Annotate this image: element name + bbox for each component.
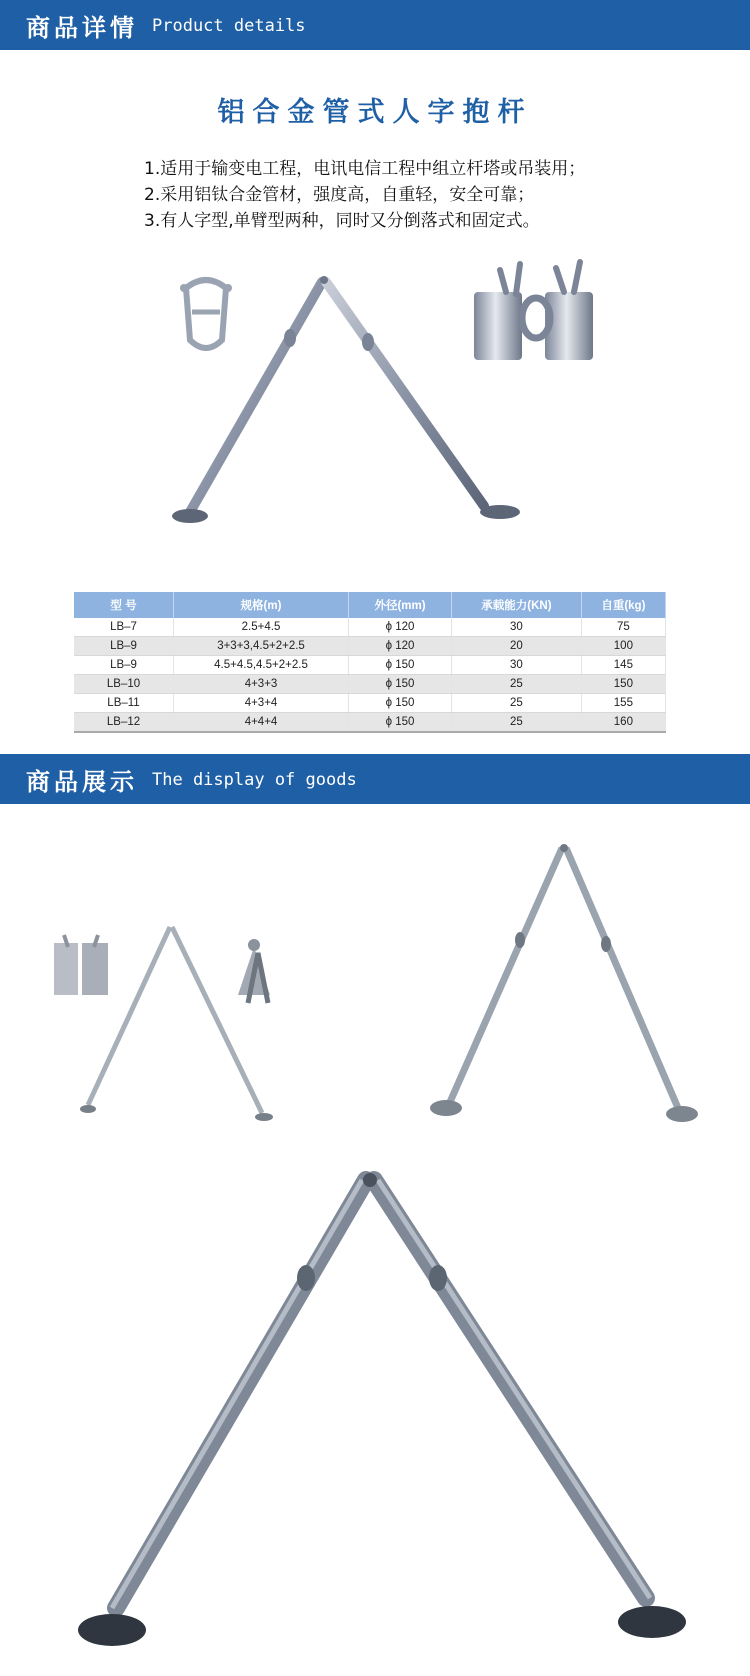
feature-list — [144, 156, 585, 234]
table-row — [74, 656, 666, 675]
bracket-photo-left — [54, 935, 108, 995]
cell-model: LB–12 — [74, 713, 174, 733]
table-row — [74, 694, 666, 713]
feature-item: 1.适用于输变电工程，电讯电信工程中组立杆塔或吊装用； — [144, 159, 586, 179]
col-header-diameter: 外径(mm) — [349, 592, 452, 618]
a-frame-pole-photo-small — [80, 927, 273, 1121]
cell-diameter: ϕ 150 — [349, 656, 452, 675]
section-title-en: Product details — [152, 16, 306, 36]
cell-weight: 100 — [581, 637, 665, 656]
cell-diameter: ϕ 120 — [349, 618, 452, 637]
cell-spec: 4+3+3 — [174, 675, 349, 694]
cell-model: LB–9 — [74, 637, 174, 656]
cell-diameter: ϕ 150 — [349, 694, 452, 713]
cell-capacity: 20 — [452, 637, 582, 656]
cell-spec: 4+4+4 — [174, 713, 349, 733]
product-figure — [0, 250, 750, 570]
cell-spec: 4.5+4.5,4.5+2+2.5 — [174, 656, 349, 675]
cell-capacity: 25 — [452, 694, 582, 713]
section-header-product-details — [0, 0, 750, 50]
cell-spec: 4+3+4 — [174, 694, 349, 713]
cell-weight: 160 — [581, 713, 665, 733]
cell-capacity: 30 — [452, 618, 582, 637]
a-frame-pole-photo-medium — [430, 844, 698, 1122]
cell-model: LB–11 — [74, 694, 174, 713]
col-header-capacity: 承载能力(KN) — [452, 592, 582, 618]
top-bracket-image — [474, 262, 593, 360]
cell-model: LB–10 — [74, 675, 174, 694]
table-row — [74, 713, 666, 733]
cell-capacity: 25 — [452, 713, 582, 733]
a-frame-pole-photo-large — [78, 1173, 686, 1646]
cell-weight: 75 — [581, 618, 665, 637]
cell-model: LB–7 — [74, 618, 174, 637]
table-row — [74, 637, 666, 656]
spec-table — [74, 592, 666, 733]
cell-weight: 155 — [581, 694, 665, 713]
cell-weight: 150 — [581, 675, 665, 694]
cell-diameter: ϕ 120 — [349, 637, 452, 656]
section-title-cn: 商品展示 — [26, 768, 138, 796]
cell-capacity: 25 — [452, 675, 582, 694]
cell-model: LB–9 — [74, 656, 174, 675]
cell-spec: 2.5+4.5 — [174, 618, 349, 637]
display-photo-3 — [60, 1170, 720, 1670]
display-photo-2 — [420, 840, 710, 1140]
display-photo-1 — [40, 905, 310, 1135]
section-header-display — [0, 754, 750, 804]
cell-diameter: ϕ 150 — [349, 675, 452, 694]
feature-item: 3.有人字型,单臂型两种，同时又分倒落式和固定式。 — [144, 211, 540, 231]
cell-spec: 3+3+3,4.5+2+2.5 — [174, 637, 349, 656]
cell-capacity: 30 — [452, 656, 582, 675]
table-row — [74, 618, 666, 637]
section-title-en: The display of goods — [152, 770, 357, 790]
table-row — [74, 675, 666, 694]
table-header-row — [74, 592, 666, 618]
cell-diameter: ϕ 150 — [349, 713, 452, 733]
cell-weight: 145 — [581, 656, 665, 675]
bracket-photo-right — [238, 939, 270, 1003]
shackle-image — [180, 280, 232, 348]
col-header-weight: 自重(kg) — [581, 592, 665, 618]
section-title-cn: 商品详情 — [26, 14, 138, 42]
col-header-spec: 规格(m) — [174, 592, 349, 618]
feature-item: 2.采用铝钛合金管材，强度高，自重轻，安全可靠； — [144, 185, 535, 205]
col-header-model: 型 号 — [74, 592, 174, 618]
product-title: 铝合金管式人字抱杆 — [217, 97, 533, 128]
